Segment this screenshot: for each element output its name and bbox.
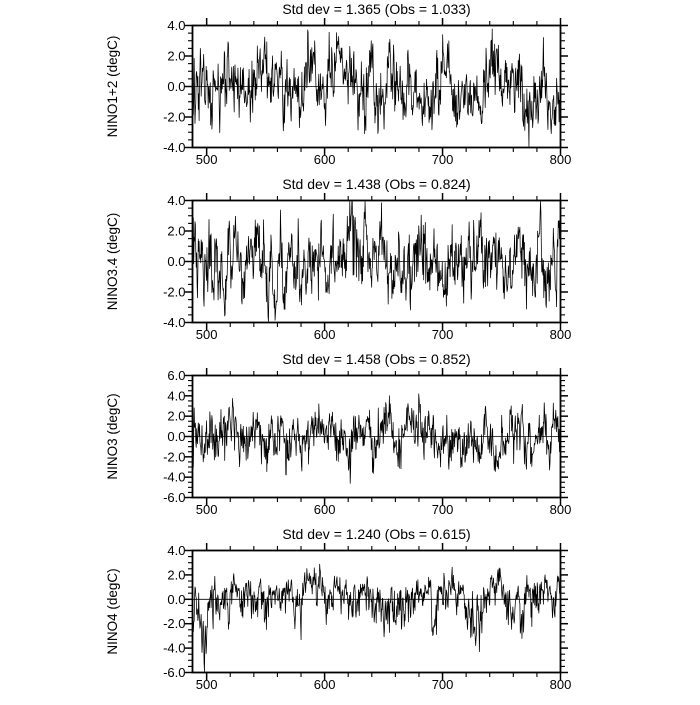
y-tick-labels bbox=[163, 543, 185, 680]
panel-title: Std dev = 1.365 (Obs = 1.033) bbox=[282, 1, 471, 17]
y-tick-label: -2.0 bbox=[163, 109, 186, 125]
y-tick-label: 2.0 bbox=[167, 567, 186, 583]
y-tick-label: 0.0 bbox=[167, 591, 186, 607]
x-tick-label: 700 bbox=[431, 502, 454, 517]
x-tick-label: 500 bbox=[195, 327, 218, 342]
nino34-panel bbox=[0, 175, 700, 350]
axes bbox=[163, 543, 571, 692]
x-tick-labels bbox=[196, 502, 572, 517]
y-tick-label: 0.0 bbox=[167, 79, 186, 94]
x-tick-labels bbox=[196, 677, 572, 692]
panel-title: Std dev = 1.458 (Obs = 0.852) bbox=[282, 351, 471, 367]
y-tick-labels bbox=[163, 368, 185, 505]
y-axis-label: NINO3 (degC) bbox=[105, 393, 120, 480]
y-tick-label: -4.0 bbox=[163, 469, 186, 485]
x-tick-label: 800 bbox=[549, 327, 572, 342]
y-tick-label: 4.0 bbox=[167, 193, 186, 208]
y-tick-label: -6.0 bbox=[163, 665, 186, 680]
nino4-chart bbox=[0, 525, 700, 700]
x-tick-labels bbox=[196, 327, 572, 342]
nino3-panel bbox=[0, 350, 700, 525]
timeseries-line bbox=[193, 394, 561, 484]
panel-title: Std dev = 1.438 (Obs = 0.824) bbox=[282, 176, 471, 192]
x-tick-label: 500 bbox=[195, 502, 218, 517]
nino4-panel bbox=[0, 525, 700, 700]
x-tick-label: 800 bbox=[549, 152, 572, 167]
y-tick-label: 0.0 bbox=[167, 429, 186, 444]
y-tick-labels bbox=[163, 18, 185, 155]
y-tick-labels bbox=[163, 193, 185, 330]
timeseries-line bbox=[193, 202, 561, 322]
y-axis-label: NINO3.4 (degC) bbox=[105, 212, 120, 311]
series-group bbox=[193, 29, 561, 146]
nino1plus2-panel bbox=[0, 0, 700, 175]
y-tick-label: -6.0 bbox=[163, 490, 186, 505]
y-tick-label: 2.0 bbox=[167, 48, 186, 64]
x-tick-label: 500 bbox=[195, 677, 218, 692]
y-tick-label: -4.0 bbox=[163, 140, 186, 155]
y-tick-label: -2.0 bbox=[163, 616, 186, 632]
series-group bbox=[193, 202, 561, 322]
x-tick-label: 600 bbox=[313, 677, 336, 692]
y-tick-label: 0.0 bbox=[167, 254, 186, 269]
y-tick-label: -2.0 bbox=[163, 284, 186, 300]
y-tick-label: -2.0 bbox=[163, 449, 186, 465]
y-axis-label: NINO4 (degC) bbox=[105, 568, 120, 655]
y-tick-label: 2.0 bbox=[167, 223, 186, 239]
x-tick-label: 700 bbox=[431, 677, 454, 692]
x-tick-label: 600 bbox=[313, 152, 336, 167]
timeseries-line bbox=[193, 29, 561, 146]
series-group bbox=[193, 564, 561, 671]
x-tick-label: 700 bbox=[431, 327, 454, 342]
nino34-chart bbox=[0, 175, 700, 350]
panel-title: Std dev = 1.240 (Obs = 0.615) bbox=[282, 526, 471, 542]
series-group bbox=[193, 394, 561, 484]
x-tick-label: 600 bbox=[313, 502, 336, 517]
x-tick-label: 700 bbox=[431, 152, 454, 167]
timeseries-line bbox=[193, 564, 561, 671]
nino3-chart bbox=[0, 350, 700, 525]
axes bbox=[163, 193, 571, 342]
y-axis-label: NINO1+2 (degC) bbox=[105, 35, 120, 138]
y-tick-label: 4.0 bbox=[167, 388, 186, 404]
y-tick-label: 6.0 bbox=[167, 368, 186, 383]
x-tick-labels bbox=[196, 152, 572, 167]
y-tick-label: 2.0 bbox=[167, 408, 186, 424]
nino1plus2-chart bbox=[0, 0, 700, 175]
y-tick-label: -4.0 bbox=[163, 315, 186, 330]
y-tick-label: 4.0 bbox=[167, 18, 186, 33]
x-tick-label: 800 bbox=[549, 677, 572, 692]
x-tick-label: 600 bbox=[313, 327, 336, 342]
y-tick-label: 4.0 bbox=[167, 543, 186, 558]
x-tick-label: 500 bbox=[195, 152, 218, 167]
y-tick-label: -4.0 bbox=[163, 640, 186, 656]
x-tick-label: 800 bbox=[549, 502, 572, 517]
